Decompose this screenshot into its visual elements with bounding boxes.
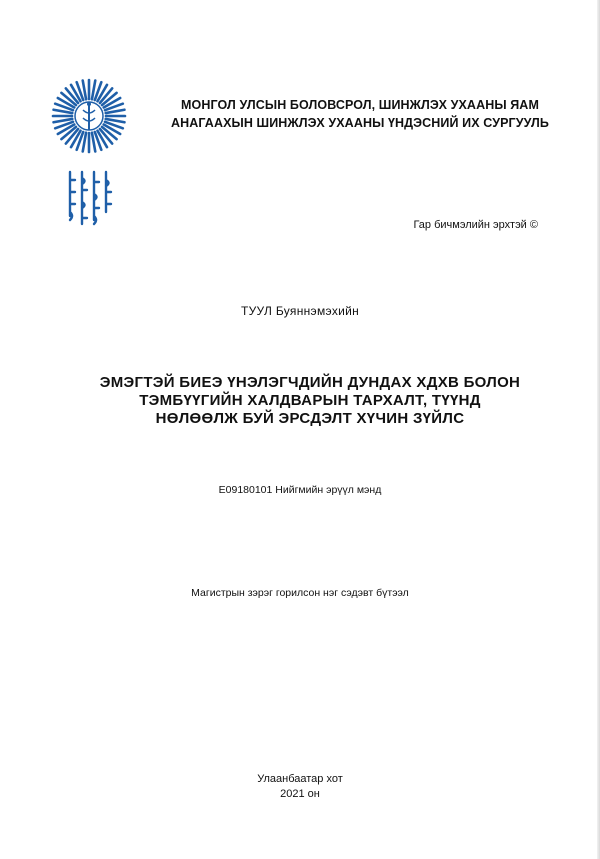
university-name: АНАГААХЫН ШИНЖЛЭХ УХААНЫ ҮНДЭСНИЙ ИХ СУРГУУЛЬ [171, 116, 549, 130]
ministry-name: МОНГОЛ УЛСЫН БОЛОВСРОЛ, ШИНЖЛЭХ УХААНЫ ЯАМ [181, 98, 539, 112]
year: 2021 он [280, 788, 320, 800]
copyright-notice: Гар бичмэлийн эрхтэй © [413, 219, 538, 231]
title-line-1: ЭМЭГТЭЙ БИЕЭ ҮНЭЛЭГЧДИЙН ДУНДАХ ХДХВ БОЛОН [99, 374, 521, 391]
title-line-3: НӨЛӨӨЛЖ БУЙ ЭРСДЭЛТ ХҮЧИН ЗҮЙЛС [155, 410, 465, 427]
institution-header [150, 96, 570, 132]
degree-statement: Магистрын зэрэг горилсон нэг сэдэвт бүтээл [191, 587, 409, 599]
thesis-title [60, 374, 560, 428]
title-line-2: ТЭМБҮҮГИЙН ХАЛДВАРЫН ТАРХАЛТ, ТҮҮНД [139, 392, 481, 409]
program-code: E09180101 Нийгмийн эрүүл мэнд [218, 484, 382, 496]
place: Улаанбаатар хот [257, 773, 343, 785]
university-emblem-icon [48, 72, 130, 262]
place-and-year [0, 772, 600, 802]
author-name: ТУУЛ Буяннэмэхийн [240, 304, 360, 318]
